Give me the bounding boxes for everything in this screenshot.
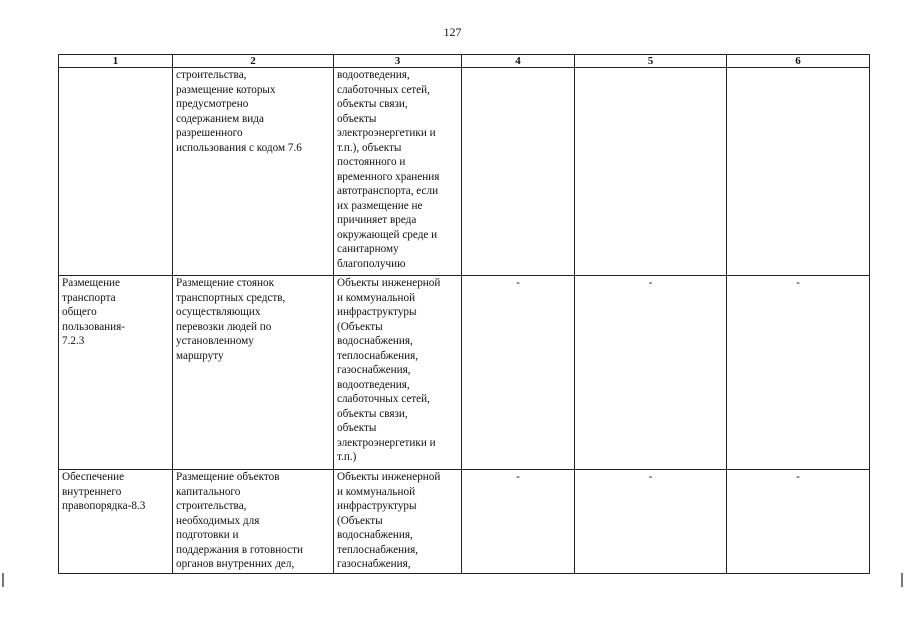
cell-use-description: Размещение объектов капитального строительства, необходимых для подготовки и поддержания в готовности органов внутренних дел,: [173, 470, 334, 574]
page-number: 127: [443, 25, 462, 39]
column-header-2: 2: [173, 55, 334, 68]
cell-col-4: -: [462, 276, 575, 470]
document-table: [58, 54, 870, 574]
column-header-3: 3: [334, 55, 462, 68]
cell-col-6: -: [727, 470, 870, 574]
column-header-4: 4: [462, 55, 575, 68]
cell-permitted-objects: Объекты инженерной и коммунальной инфраструктуры (Объекты водоснабжения, теплоснабжения, газоснабжения,: [334, 470, 462, 574]
cell-col-5: -: [575, 470, 727, 574]
column-header-6: 6: [727, 55, 870, 68]
cell-col-6: [727, 68, 870, 276]
cell-permitted-objects: Объекты инженерной и коммунальной инфраструктуры (Объекты водоснабжения, теплоснабжения, газоснабжения, водоотведения, слаботочных сетей, объекты связи, объекты электроэнергетики и т.п.): [334, 276, 462, 470]
cell-permitted-objects: водоотведения, слаботочных сетей, объекты связи, объекты электроэнергетики и т.п.), объекты постоянного и временного хранения автотранспорта, если их размещение не причиняет вреда окружающей среде и санитарному благополучию: [334, 68, 462, 276]
scan-edge-mark-left: [2, 573, 4, 587]
cell-use-name: [59, 68, 173, 276]
column-header-5: 5: [575, 55, 727, 68]
cell-col-5: -: [575, 276, 727, 470]
cell-col-5: [575, 68, 727, 276]
cell-col-4: -: [462, 470, 575, 574]
header-row: [59, 55, 870, 68]
cell-use-name: Размещение транспорта общего пользования- 7.2.3: [59, 276, 173, 470]
table-row: [59, 276, 870, 470]
scan-edge-mark-right: [901, 573, 903, 587]
cell-use-description: Размещение стоянок транспортных средств, осуществляющих перевозки людей по установленному маршруту: [173, 276, 334, 470]
table-row: [59, 470, 870, 574]
column-header-1: 1: [59, 55, 173, 68]
cell-col-4: [462, 68, 575, 276]
cell-col-6: -: [727, 276, 870, 470]
table-row: [59, 68, 870, 276]
cell-use-name: Обеспечение внутреннего правопорядка-8.3: [59, 470, 173, 574]
cell-use-description: строительства, размещение которых предусмотрено содержанием вида разрешенного использования с кодом 7.6: [173, 68, 334, 276]
